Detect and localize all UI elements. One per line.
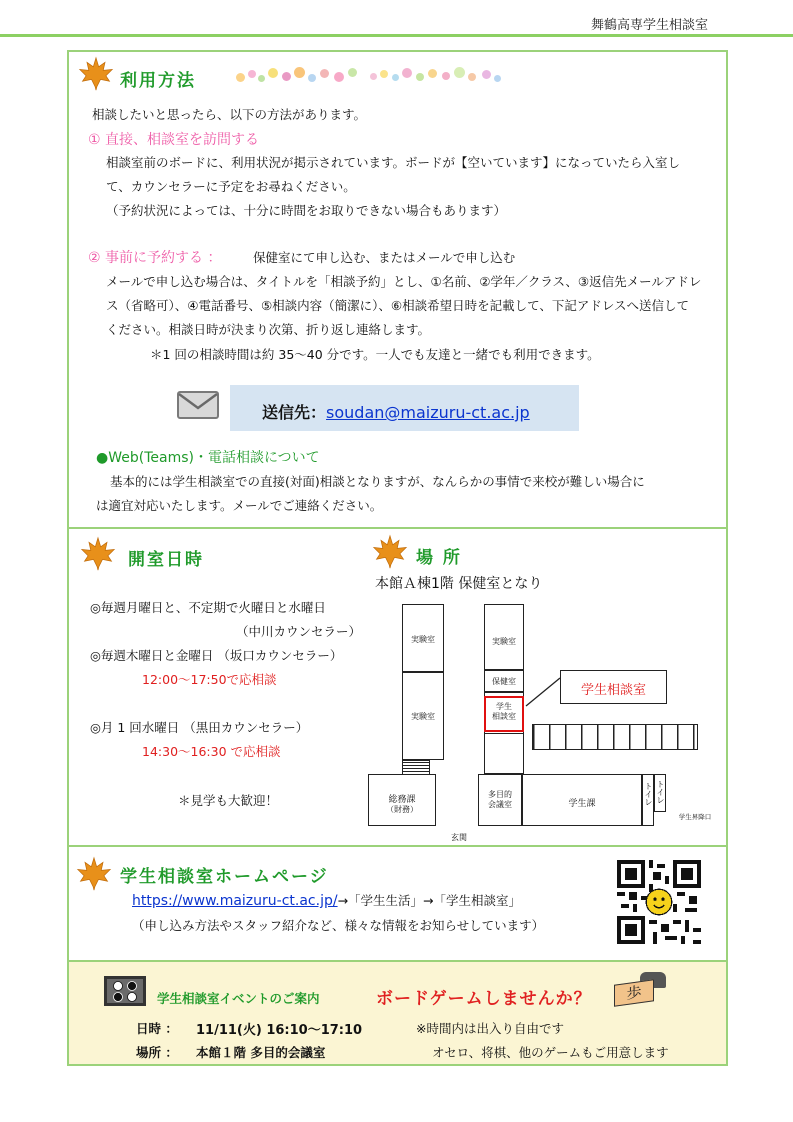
homepage-url-link[interactable]: https://www.maizuru-ct.ac.jp/ [132, 893, 338, 909]
header-rule [0, 34, 793, 37]
method2-line1: メールで申し込む場合は、タイトルを「相談予約」とし、①名前、②学年／クラス、③返信先メールアドレ [106, 274, 702, 289]
web-consultation-line1: 基本的には学生相談室での直接(対面)相談となりますが、なんらかの事情で来校が難しい場合に [110, 474, 645, 489]
event-place-label: 場所 ： [136, 1045, 178, 1060]
map-toilet-1-label: トイレ [644, 782, 653, 806]
event-place-value: 本館１階 多目的会議室 [196, 1045, 326, 1060]
hours-line1: ◎毎週月曜日と、不定期で火曜日と水曜日 [90, 600, 326, 615]
hours-line4: ◎月 1 回水曜日 （黒田カウンセラー） [90, 720, 309, 735]
method2-line3: ください。相談日時が決まり次第、折り返し連絡します。 [106, 322, 431, 337]
map-lab-c-label: 実験室 [492, 637, 516, 646]
location-title: 場 所 [416, 548, 462, 568]
hours-line2: （中川カウンセラー） [236, 624, 362, 639]
homepage-path: →「学生生活」→「学生相談室」 [337, 893, 522, 908]
method2-note: ＊1 回の相談時間は約 35～40 分です。一人でも友達と一緒でも利用できます。 [150, 347, 600, 362]
web-consultation-line2: は適宜対応いたします。メールでご連絡ください。 [96, 498, 383, 513]
usage-title: 利用方法 [120, 71, 196, 91]
method1-line2: て、カウンセラーに予定をお尋ねください。 [106, 179, 356, 194]
decorative-dots [236, 64, 516, 88]
map-entrance-label: 玄関 [451, 833, 467, 842]
homepage-title: 学生相談室ホームページ [120, 867, 329, 887]
section-divider-1 [67, 527, 728, 529]
map-general-affairs-label: 総務課 [388, 795, 416, 805]
shogi-piece-icon [612, 972, 668, 1006]
mail-envelope-icon [176, 388, 220, 422]
map-counseling-room-label: 学生 相談室 [492, 702, 516, 721]
map-side-exit-label: 学生昇降口 [678, 813, 712, 821]
map-health-room-label: 保健室 [492, 677, 516, 686]
map-finance-label: （財務） [386, 805, 418, 814]
board-game-icon [104, 976, 146, 1006]
usage-intro: 相談したいと思ったら、以下の方法があります。 [92, 107, 367, 122]
hours-line3: ◎毎週木曜日と金曜日 （坂口カウンセラー） [90, 648, 343, 663]
hours-time1: 12:00～17:50で応相談 [142, 672, 277, 687]
method1-line1: 相談室前のボードに、利用状況が掲示されています。ボードが【空いています】になっていたら入室し [106, 155, 681, 170]
map-toilet-2-label: トイレ [656, 780, 665, 804]
event-date-note: ※時間内は出入り自由です [416, 1021, 564, 1036]
maple-leaf-icon [80, 536, 116, 572]
counseling-callout-label: 学生相談室 [580, 683, 646, 698]
maple-leaf-icon [78, 56, 114, 92]
contact-label: 送信先： [262, 403, 327, 422]
section-divider-2 [67, 845, 728, 847]
event-date-value: 11/11(火) 16:10～17:10 [196, 1023, 363, 1038]
location-subtitle: 本館Ａ棟1階 保健室となり [375, 576, 543, 592]
event-date-label: 日時 ： [136, 1021, 178, 1036]
map-lab-a-label: 実験室 [411, 635, 435, 644]
map-corridor-left [484, 734, 524, 774]
homepage-link-line [132, 891, 521, 909]
event-label: 学生相談室イベントのご案内 [157, 991, 320, 1006]
qr-code-icon[interactable] [617, 860, 701, 944]
maple-leaf-icon [372, 534, 408, 570]
map-rooms-row [532, 724, 698, 750]
contact-line [262, 400, 530, 423]
method2-subheading: 保健室にて申し込む、またはメールで申し込む [253, 250, 516, 265]
method2-heading: ② 事前に予約する ： [88, 250, 222, 266]
contact-email-link[interactable]: soudan@maizuru-ct.ac.jp [326, 403, 530, 422]
map-student-affairs-label: 学生課 [568, 799, 596, 809]
hours-time2: 14:30～16:30 で応相談 [142, 744, 281, 759]
map-lab-b-label: 実験室 [411, 712, 435, 721]
page-header-title: 舞鶴高専学生相談室 [590, 18, 708, 33]
hours-title: 開室日時 [128, 550, 204, 570]
campus-map [360, 600, 720, 840]
web-consultation-heading: ●Web(Teams)・電話相談について [96, 450, 320, 466]
map-multipurpose-label: 多目的 会議室 [488, 790, 512, 809]
homepage-description: （申し込み方法やスタッフ紹介など、様々な情報をお知らせしています） [132, 918, 545, 933]
method1-heading: ① 直接、相談室を訪問する [88, 132, 260, 148]
event-place-note: オセロ、将棋、他のゲームもご用意します [432, 1045, 669, 1060]
method2-line2: ス（省略可）、④電話番号、⑤相談内容（簡潔に）、⑥相談希望日時を記載して、下記アドレスへ送信して [106, 298, 689, 313]
event-headline: ボードゲームしませんか？ [376, 989, 592, 1009]
maple-leaf-icon [76, 856, 112, 892]
hours-note: ＊見学も大歓迎！ [178, 793, 279, 808]
shogi-sign: 歩 [614, 979, 654, 1007]
method1-line3: （予約状況によっては、十分に時間をお取りできない場合もあります） [106, 203, 507, 218]
